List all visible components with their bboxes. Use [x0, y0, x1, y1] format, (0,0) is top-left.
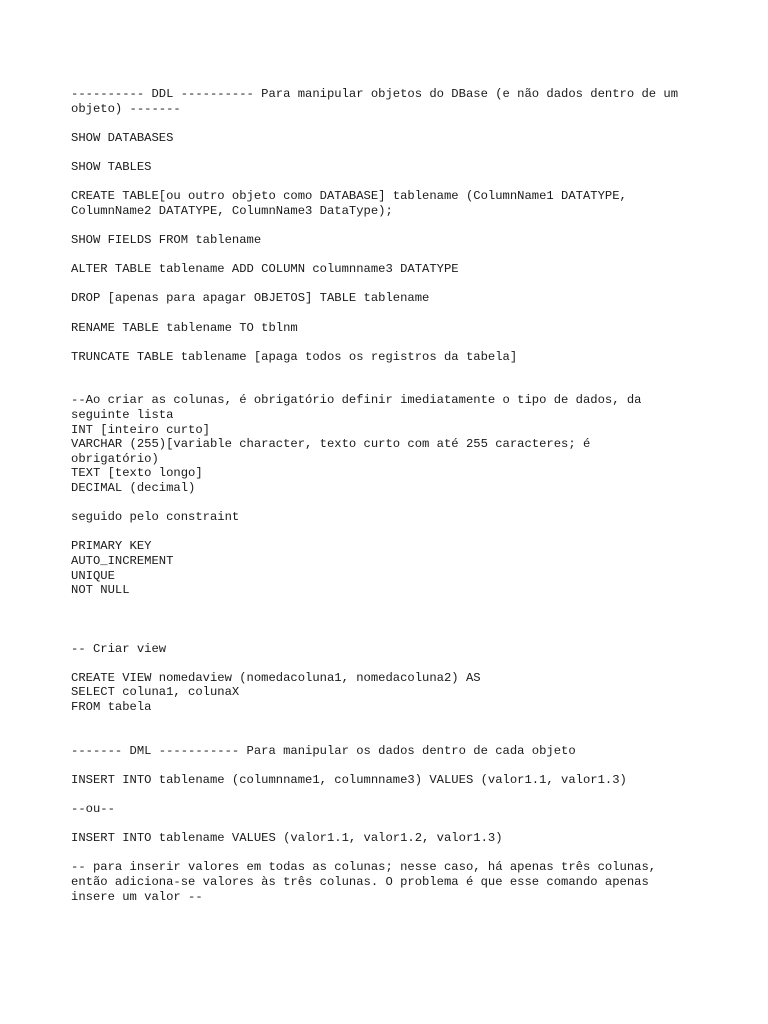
- text-line: RENAME TABLE tablename TO tblnm: [71, 320, 298, 335]
- blank-line: [71, 248, 711, 263]
- text-line: SHOW DATABASES: [71, 130, 174, 145]
- text-line: CREATE TABLE[ou outro objeto como DATABASE] tablename (ColumnName1 DATATYPE,: [71, 189, 627, 204]
- blank-line: [71, 379, 711, 394]
- text-line: --ou--: [71, 802, 115, 817]
- text-line: então adiciona-se valores às três colunas. O problema é que esse comando apenas: [71, 875, 649, 890]
- text-line: UNIQUE: [71, 568, 115, 583]
- text-line: NOT NULL: [71, 583, 130, 598]
- blank-line: [71, 364, 711, 379]
- blank-line: [71, 598, 711, 613]
- blank-line: [71, 788, 711, 803]
- text-line: SHOW TABLES: [71, 159, 152, 174]
- blank-line: [71, 627, 711, 642]
- blank-line: [71, 496, 711, 511]
- blank-line: [71, 218, 711, 233]
- text-line: INT [inteiro curto]: [71, 422, 210, 437]
- text-line: -- para inserir valores em todas as colunas; nesse caso, há apenas três colunas,: [71, 860, 657, 875]
- text-line: DROP [apenas para apagar OBJETOS] TABLE tablename: [71, 291, 430, 306]
- text-line: --Ao criar as colunas, é obrigatório definir imediatamente o tipo de dados, da: [71, 393, 642, 408]
- text-line: TEXT [texto longo]: [71, 466, 203, 481]
- text-line: SELECT coluna1, colunaX: [71, 685, 240, 700]
- text-line: DECIMAL (decimal): [71, 481, 196, 496]
- blank-line: [71, 612, 711, 627]
- blank-line: [71, 175, 711, 190]
- text-line: CREATE VIEW nomedaview (nomedacoluna1, nomedacoluna2) AS: [71, 670, 481, 685]
- blank-line: [71, 656, 711, 671]
- text-line: TRUNCATE TABLE tablename [apaga todos os registros da tabela]: [71, 349, 518, 364]
- blank-line: [71, 335, 711, 350]
- blank-line: [71, 525, 711, 540]
- blank-line: [71, 116, 711, 131]
- blank-line: [71, 846, 711, 861]
- blank-line: [71, 715, 711, 730]
- text-line: AUTO_INCREMENT: [71, 554, 174, 568]
- text-line: seguido pelo constraint: [71, 510, 240, 525]
- text-line: ------- DML ----------- Para manipular os dados dentro de cada objeto: [71, 743, 576, 758]
- blank-line: [71, 145, 711, 160]
- document-page: [71, 87, 711, 904]
- text-line: objeto) -------: [71, 101, 181, 116]
- text-line: ---------- DDL ---------- Para manipular objetos do DBase (e não dados dentro de um: [71, 87, 679, 101]
- text-line: SHOW FIELDS FROM tablename: [71, 232, 262, 247]
- blank-line: [71, 306, 711, 321]
- blank-line: [71, 758, 711, 773]
- text-line: seguinte lista: [71, 408, 174, 423]
- text-line: INSERT INTO tablename VALUES (valor1.1, valor1.2, valor1.3): [71, 831, 503, 846]
- text-line: obrigatório): [71, 451, 159, 466]
- text-line: insere um valor --: [71, 889, 203, 904]
- text-line: ALTER TABLE tablename ADD COLUMN columnname3 DATATYPE: [71, 262, 459, 277]
- blank-line: [71, 729, 711, 744]
- text-line: INSERT INTO tablename (columnname1, columnname3) VALUES (valor1.1, valor1.3): [71, 772, 627, 787]
- text-line: FROM tabela: [71, 699, 152, 714]
- blank-line: [71, 817, 711, 832]
- text-line: PRIMARY KEY: [71, 539, 152, 554]
- text-line: ColumnName2 DATATYPE, ColumnName3 DataType);: [71, 203, 393, 218]
- blank-line: [71, 277, 711, 292]
- text-line: -- Criar view: [71, 641, 167, 656]
- text-line: VARCHAR (255)[variable character, texto curto com até 255 caracteres; é: [71, 437, 591, 452]
